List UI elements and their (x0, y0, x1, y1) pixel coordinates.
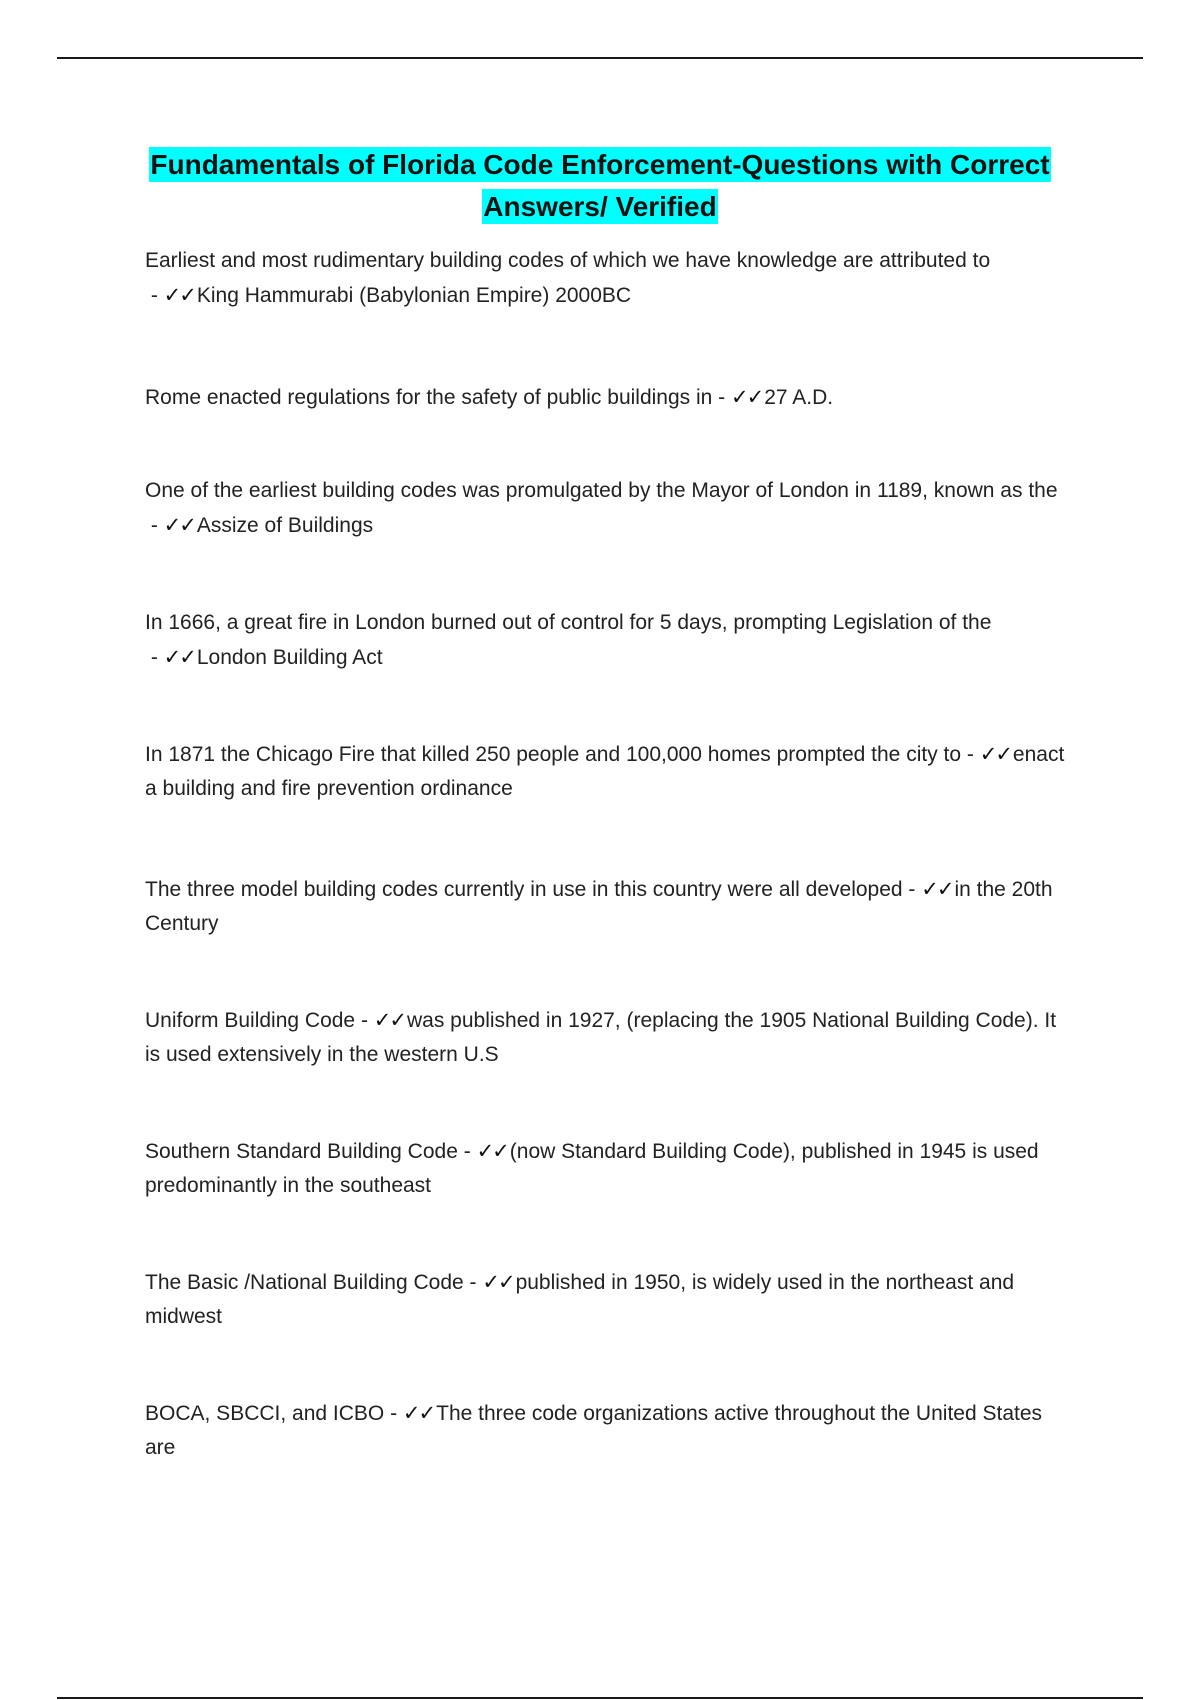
title-line-1: Fundamentals of Florida Code Enforcement-Questions with Correct (150, 149, 1050, 180)
checkmark-icon: ✓✓ (731, 385, 763, 409)
answer-text: King Hammurabi (Babylonian Empire) 2000BC (196, 284, 632, 307)
qa-item-10 (145, 1396, 1065, 1465)
question-text: The Basic /National Building Code (145, 1271, 464, 1294)
separator: - (384, 1402, 403, 1425)
question-text: One of the earliest building codes was promulgated by the Mayor of London in 1189, known as the (145, 479, 1058, 502)
question-text: Rome enacted regulations for the safety of public buildings in (145, 386, 713, 409)
answer-text: London Building Act (196, 646, 383, 669)
bottom-rule (57, 1697, 1143, 1699)
qa-item-1 (145, 244, 1065, 313)
question-text: BOCA, SBCCI, and ICBO (145, 1402, 385, 1425)
question-text: Uniform Building Code (145, 1009, 356, 1032)
checkmark-icon: ✓✓ (163, 645, 195, 669)
question-text: In 1871 the Chicago Fire that killed 250 people and 100,000 homes prompted the city to (145, 743, 962, 766)
document-title (100, 144, 1100, 228)
separator: - (463, 1271, 483, 1294)
qa-item-6 (145, 872, 1065, 941)
answer-text: enact a building and fire prevention ordinance (145, 743, 1065, 800)
answer-text: in the 20th Century (145, 878, 1053, 935)
qa-item-2 (145, 380, 833, 415)
separator: - (145, 514, 164, 537)
top-rule (57, 57, 1143, 59)
qa-item-5 (145, 737, 1065, 806)
separator: - (457, 1140, 477, 1163)
separator: - (902, 878, 922, 901)
answer-text: was published in 1927, (replacing the 1905 National Building Code). It is used extensively in the western U.S (145, 1009, 1057, 1066)
separator: - (712, 386, 732, 409)
answer-text: 27 A.D. (764, 386, 834, 409)
checkmark-icon: ✓✓ (163, 283, 195, 307)
checkmark-icon: ✓✓ (373, 1008, 405, 1032)
qa-item-4 (145, 606, 1065, 675)
separator: - (145, 284, 164, 307)
question-text: Southern Standard Building Code (145, 1140, 458, 1163)
answer-text: Assize of Buildings (196, 514, 374, 537)
qa-item-3 (145, 474, 1065, 543)
answer-text: (now Standard Building Code), published in 1945 is used predominantly in the southeast (145, 1140, 1039, 1197)
checkmark-icon: ✓✓ (979, 742, 1011, 766)
checkmark-icon: ✓✓ (921, 877, 953, 901)
checkmark-icon: ✓✓ (402, 1401, 435, 1425)
qa-item-7 (145, 1003, 1065, 1072)
separator: - (145, 646, 164, 669)
question-text: The three model building codes currently in use in this country were all developed (145, 878, 903, 901)
title-line-2: Answers/ Verified (483, 191, 717, 222)
checkmark-icon: ✓✓ (163, 513, 195, 537)
question-text: In 1666, a great fire in London burned out of control for 5 days, prompting Legislation of the (145, 611, 992, 634)
question-text: Earliest and most rudimentary building codes of which we have knowledge are attributed to (145, 249, 991, 272)
qa-item-9 (145, 1265, 1065, 1334)
separator: - (961, 743, 980, 766)
checkmark-icon: ✓✓ (482, 1270, 514, 1294)
answer-text: The three code organizations active throughout the United States are (145, 1402, 1043, 1459)
answer-text: published in 1950, is widely used in the northeast and midwest (145, 1271, 1015, 1328)
separator: - (355, 1009, 374, 1032)
qa-item-8 (145, 1134, 1065, 1203)
checkmark-icon: ✓✓ (476, 1139, 508, 1163)
